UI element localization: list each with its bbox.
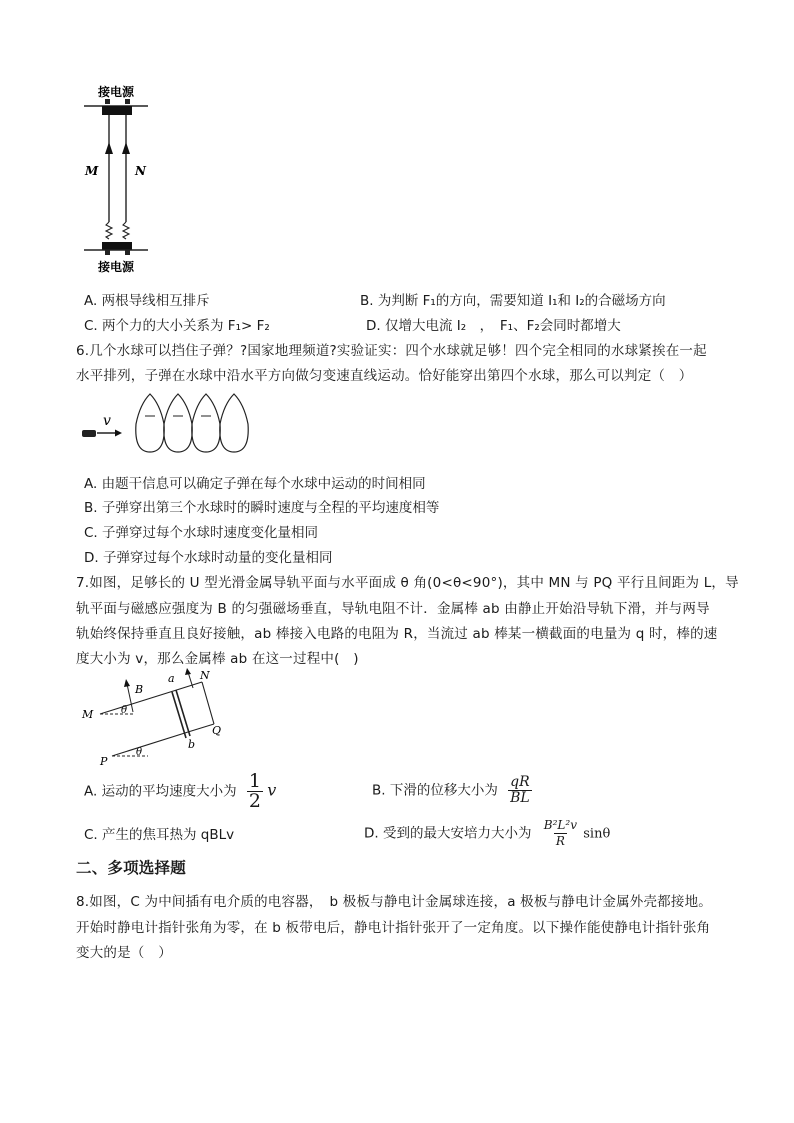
q7-stem-line-4: 度大小为 v，那么金属棒 ab 在这一过程中( )	[76, 651, 359, 667]
q7-option-b-fraction	[508, 775, 532, 806]
q7-stem-line-1: 7.如图，足够长的 U 型光滑金属导轨平面与水平面成 θ 角(0<θ<90°)，其中 MN 与 PQ 平行且间距为 L，导	[76, 575, 739, 591]
field-line-b	[127, 684, 133, 712]
q7-option-a-text: A. 运动的平均速度大小为	[84, 783, 237, 800]
spring-left	[106, 222, 112, 239]
label-theta-top: θ	[121, 705, 128, 716]
wire-n-label: N	[135, 164, 146, 178]
q7-option-a-fraction	[247, 772, 263, 811]
q7-option-d-text: D. 受到的最大安培力大小为	[364, 825, 532, 842]
section-heading: 二、多项选择题	[76, 859, 186, 877]
arrow-n	[122, 142, 130, 154]
bottom-terminal-right	[125, 250, 130, 255]
q6-option-a[interactable]: A. 由题干信息可以确定子弹在每个水球中运动的时间相同	[84, 476, 426, 492]
label-p: P	[100, 755, 108, 768]
label-m: M	[82, 708, 94, 721]
q6-option-d[interactable]: D. 子弹穿过每个水球时动量的变化量相同	[84, 550, 333, 566]
rail-pq	[112, 732, 188, 756]
label-b-field: B	[135, 683, 144, 696]
q5-option-d[interactable]: D. 仅增大电流 I₂ ， F₁、F₂会同时都增大	[366, 318, 621, 334]
q7-option-d-tail: sinθ	[583, 826, 611, 842]
q8-stem-line-3: 变大的是（ ）	[76, 945, 172, 961]
q7-option-a-variable: v	[267, 780, 277, 800]
parallel-wires-figure	[80, 82, 170, 278]
velocity-label: v	[103, 413, 111, 429]
spring-right	[123, 222, 129, 239]
field-arrow-b	[124, 679, 130, 687]
q7-option-b-denominator: BL	[510, 790, 530, 806]
water-ball-1	[136, 394, 164, 452]
top-terminal-left	[105, 99, 110, 104]
water-balls-figure	[80, 390, 250, 458]
q6-option-b[interactable]: B. 子弹穿出第三个水球时的瞬时速度与全程的平均速度相等	[84, 500, 440, 516]
field-arrow-n	[185, 668, 191, 675]
label-b-bar: b	[188, 738, 196, 751]
bullet-icon	[82, 430, 96, 437]
q6-stem-line-1: 6.几个水球可以挡住子弹？?国家地理频道?实验证实：四个水球就足够！四个完全相同的水球紧挨在一起	[76, 343, 707, 359]
q7-option-d-fraction	[542, 818, 579, 849]
q8-stem-line-2: 开始时静电计指针张角为零，在 b 板带电后，静电计指针张开了一定角度。以下操作能使静电计指针张角	[76, 920, 711, 936]
q7-option-b-text: B. 下滑的位移大小为	[372, 782, 498, 799]
q8-stem-line-1: 8.如图，C 为中间插有电介质的电容器， b 极板与静电计金属球连接，a 极板与静电计金属外壳都接地。	[76, 894, 712, 910]
q7-option-b-numerator: qR	[510, 774, 530, 790]
rail-end-bottom	[188, 724, 214, 732]
q7-option-d-denominator: R	[555, 834, 565, 848]
q7-option-d-numerator: B²L²v	[543, 818, 577, 832]
q6-option-c[interactable]: C. 子弹穿过每个水球时速度变化量相同	[84, 525, 319, 541]
q7-option-b[interactable]	[372, 775, 532, 806]
q7-option-c[interactable]: C. 产生的焦耳热为 qBLv	[84, 827, 235, 843]
water-ball-3	[192, 394, 220, 452]
water-ball-2	[164, 394, 192, 452]
q7-option-a-numerator: 1	[248, 770, 261, 792]
water-ball-4	[220, 394, 248, 452]
q5-option-c[interactable]: C. 两个力的大小关系为 F₁> F₂	[84, 318, 270, 334]
rail-end-top	[202, 682, 214, 724]
top-terminal-right	[125, 99, 130, 104]
inclined-rail-figure	[78, 668, 238, 768]
label-a: a	[168, 672, 175, 685]
bottom-terminal-left	[105, 250, 110, 255]
rail-mn	[100, 682, 202, 714]
q5-option-b[interactable]: B. 为判断 F₁的方向，需要知道 I₁和 I₂的合磁场方向	[360, 293, 666, 309]
q7-stem-line-2: 轨平面与磁感应强度为 B 的匀强磁场垂直，导轨电阻不计．金属棒 ab 由静止开始沿导轨下滑，并与两导	[76, 601, 710, 617]
label-n: N	[200, 669, 210, 682]
label-q: Q	[212, 724, 222, 737]
arrow-m	[105, 142, 113, 154]
q5-option-a[interactable]: A. 两根导线相互排斥	[84, 293, 210, 309]
q6-stem-line-2: 水平排列，子弹在水球中沿水平方向做匀变速直线运动。恰好能穿出第四个水球，那么可以判定（ ）	[76, 368, 693, 384]
q7-option-d[interactable]	[364, 818, 610, 849]
top-power-label: 接电源	[98, 85, 135, 99]
q7-stem-line-3: 轨始终保持垂直且良好接触，ab 棒接入电路的电阻为 R，当流过 ab 棒某一横截面的电量为 q 时，棒的速	[76, 626, 718, 642]
velocity-arrowhead	[115, 430, 122, 437]
q7-option-a[interactable]	[84, 772, 276, 811]
wire-m-label: M	[85, 164, 99, 178]
top-block	[102, 106, 132, 115]
bottom-block	[102, 242, 132, 250]
label-theta-bottom: θ	[136, 747, 143, 758]
q7-option-a-denominator: 2	[248, 790, 261, 812]
bottom-power-label: 接电源	[98, 260, 135, 274]
